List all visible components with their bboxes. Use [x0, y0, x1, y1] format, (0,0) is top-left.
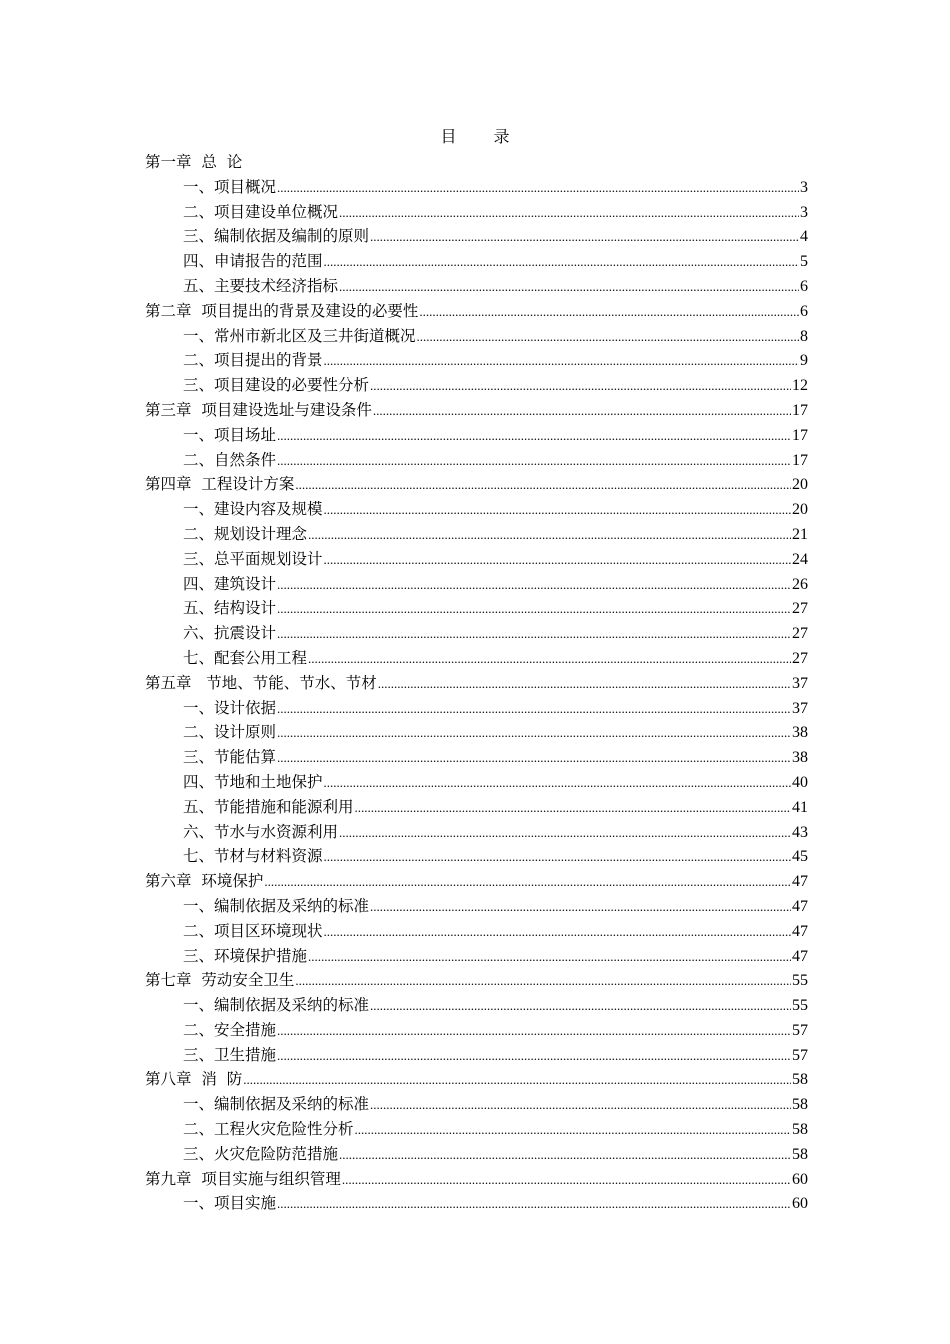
toc-page-number: 17 [792, 451, 808, 469]
toc-dot-leader [277, 622, 791, 647]
toc-dot-leader [370, 374, 791, 399]
toc-section-entry[interactable] [145, 720, 808, 745]
toc-page-number: 58 [792, 1096, 808, 1114]
toc-chapter-entry[interactable] [145, 671, 808, 696]
toc-entry-label: 一、项目场址 [183, 425, 277, 444]
toc-dot-leader [277, 721, 791, 746]
toc-section-entry[interactable] [145, 844, 808, 869]
toc-page-number: 3 [800, 178, 808, 196]
toc-dot-leader [324, 771, 791, 796]
toc-entry-label: 四、节地和土地保护 [183, 772, 323, 791]
toc-dot-leader [324, 250, 799, 275]
toc-entry-label: 二、工程火灾危险性分析 [183, 1120, 354, 1139]
toc-section-entry[interactable] [145, 175, 808, 200]
toc-entry-label: 二、自然条件 [183, 450, 277, 469]
toc-page-number: 27 [792, 625, 808, 643]
toc-entry-label: 第六章 环境保护 [145, 872, 264, 891]
toc-page-number: 6 [800, 302, 808, 320]
toc-page-number: 8 [800, 327, 808, 345]
toc-dot-leader [370, 225, 799, 250]
toc-page-number: 5 [800, 253, 808, 271]
toc-entry-label: 三、卫生措施 [183, 1045, 277, 1064]
toc-dot-leader [277, 573, 791, 598]
toc-section-entry[interactable] [145, 200, 808, 225]
toc-entry-label: 一、常州市新北区及三井街道概况 [183, 326, 416, 345]
toc-entry-label: 一、项目实施 [183, 1194, 277, 1213]
toc-section-entry[interactable] [145, 770, 808, 795]
toc-entry-label: 三、项目建设的必要性分析 [183, 376, 370, 395]
toc-section-entry[interactable] [145, 448, 808, 473]
toc-page-number: 12 [792, 377, 808, 395]
toc-section-entry[interactable] [145, 1018, 808, 1043]
toc-chapter-entry[interactable] [145, 968, 808, 993]
toc-page-number: 41 [792, 798, 808, 816]
toc-dot-leader [339, 821, 791, 846]
toc-entry-label: 二、项目建设单位概况 [183, 202, 339, 221]
toc-entry-label: 四、建筑设计 [183, 574, 277, 593]
toc-entry-label: 一、编制依据及采纳的标准 [183, 996, 370, 1015]
toc-section-entry[interactable] [145, 596, 808, 621]
toc-dot-leader [342, 1168, 791, 1193]
toc-page-number: 47 [792, 873, 808, 891]
toc-section-entry[interactable] [145, 944, 808, 969]
toc-section-entry[interactable] [145, 1043, 808, 1068]
toc-chapter-entry[interactable] [145, 472, 808, 497]
toc-dot-leader [308, 523, 791, 548]
toc-dot-leader [324, 498, 791, 523]
toc-entry-label: 六、节水与水资源利用 [183, 822, 339, 841]
toc-title: 目 录 [440, 127, 526, 146]
toc-page-number: 60 [792, 1195, 808, 1213]
toc-entry-label: 第八章 消 防 [145, 1070, 243, 1089]
toc-page-number: 37 [792, 699, 808, 717]
toc-entry-label: 六、抗震设计 [183, 624, 277, 643]
toc-section-entry[interactable] [145, 423, 808, 448]
toc-section-entry[interactable] [145, 348, 808, 373]
toc-page-number: 55 [792, 972, 808, 990]
toc-entry-label: 一、建设内容及规模 [183, 500, 323, 519]
toc-section-entry[interactable] [145, 324, 808, 349]
toc-section-entry[interactable] [145, 621, 808, 646]
toc-dot-leader [243, 1068, 791, 1093]
toc-dot-leader [324, 349, 799, 374]
toc-section-entry[interactable] [145, 919, 808, 944]
toc-dot-leader [419, 300, 799, 325]
toc-dot-leader [355, 796, 791, 821]
toc-page-number: 45 [792, 848, 808, 866]
toc-section-entry[interactable] [145, 1117, 808, 1142]
toc-page-number: 21 [792, 525, 808, 543]
toc-section-entry[interactable] [145, 547, 808, 572]
toc-page-number: 20 [792, 476, 808, 494]
toc-chapter-entry[interactable] [145, 1167, 808, 1192]
toc-entry-label: 二、规划设计理念 [183, 524, 308, 543]
toc-section-entry[interactable] [145, 993, 808, 1018]
toc-page-number: 55 [792, 997, 808, 1015]
toc-dot-leader [370, 1093, 791, 1118]
toc-page-number: 40 [792, 773, 808, 791]
toc-page-number: 17 [792, 426, 808, 444]
toc-chapter-entry[interactable] [145, 398, 808, 423]
toc-dot-leader [295, 473, 791, 498]
toc-entry-label: 三、环境保护措施 [183, 946, 308, 965]
toc-section-entry[interactable] [145, 1092, 808, 1117]
toc-page-number: 3 [800, 203, 808, 221]
toc-section-entry[interactable] [145, 497, 808, 522]
toc-section-entry[interactable] [145, 274, 808, 299]
toc-entry-label: 第五章 节地、节能、节水、节材 [145, 673, 377, 692]
toc-dot-leader [417, 325, 799, 350]
toc-dot-leader [277, 1019, 791, 1044]
toc-section-entry[interactable] [145, 646, 808, 671]
toc-section-entry[interactable] [145, 894, 808, 919]
toc-page-number: 38 [792, 749, 808, 767]
toc-page-number: 27 [792, 649, 808, 667]
toc-page-number: 58 [792, 1071, 808, 1089]
toc-entry-label: 五、主要技术经济指标 [183, 276, 339, 295]
toc-entry-label: 一、设计依据 [183, 698, 277, 717]
toc-page-number: 20 [792, 501, 808, 519]
toc-entry-label: 第九章 项目实施与组织管理 [145, 1169, 341, 1188]
toc-dot-leader [277, 1192, 791, 1217]
toc-entry-label: 第三章 项目建设选址与建设条件 [145, 400, 372, 419]
toc-section-entry[interactable] [145, 522, 808, 547]
toc-dot-leader [370, 895, 791, 920]
toc-dot-leader [277, 424, 791, 449]
toc-entry-label: 一、编制依据及采纳的标准 [183, 1095, 370, 1114]
toc-page-number: 9 [800, 352, 808, 370]
toc-entry-label: 二、设计原则 [183, 723, 277, 742]
toc-page-number: 38 [792, 724, 808, 742]
toc-entry-label: 第一章 总 论 [145, 153, 243, 171]
toc-section-entry[interactable] [145, 696, 808, 721]
toc-dot-leader [277, 746, 791, 771]
toc-dot-leader [370, 994, 791, 1019]
toc-dot-leader [277, 449, 791, 474]
toc-section-entry[interactable] [145, 1142, 808, 1167]
toc-page-number: 17 [792, 401, 808, 419]
toc-page-number: 58 [792, 1145, 808, 1163]
toc-entry-label: 三、火灾危险防范措施 [183, 1144, 339, 1163]
toc-entry-label: 四、申请报告的范围 [183, 252, 323, 271]
toc-dot-leader [324, 548, 791, 573]
toc-dot-leader [355, 1118, 791, 1143]
toc-chapter-entry[interactable] [145, 150, 808, 175]
toc-page-number: 58 [792, 1121, 808, 1139]
toc-dot-leader [324, 845, 791, 870]
toc-page-number: 6 [800, 277, 808, 295]
toc-entry-label: 第二章 项目提出的背景及建设的必要性 [145, 301, 419, 320]
toc-dot-leader [277, 176, 799, 201]
toc-page-number: 27 [792, 600, 808, 618]
toc-dot-leader [324, 920, 791, 945]
toc-dot-leader [378, 672, 791, 697]
toc-section-entry[interactable] [145, 820, 808, 845]
toc-dot-leader [339, 1143, 791, 1168]
toc-chapter-entry[interactable] [145, 299, 808, 324]
toc-entry-label: 五、结构设计 [183, 599, 277, 618]
toc-entry-label: 二、项目区环境现状 [183, 921, 323, 940]
toc-dot-leader [308, 647, 791, 672]
toc-section-entry[interactable] [145, 1191, 808, 1216]
toc-entry-label: 第七章 劳动安全卫生 [145, 971, 295, 990]
toc-page-number: 37 [792, 674, 808, 692]
toc-entry-label: 三、编制依据及编制的原则 [183, 227, 370, 246]
toc-dot-leader [295, 969, 791, 994]
toc-entry-label: 二、项目提出的背景 [183, 351, 323, 370]
toc-list [145, 150, 808, 1216]
toc-section-entry[interactable] [145, 373, 808, 398]
toc-section-entry[interactable] [145, 224, 808, 249]
toc-page-number: 24 [792, 550, 808, 568]
toc-entry-label: 三、总平面规划设计 [183, 549, 323, 568]
toc-section-entry[interactable] [145, 795, 808, 820]
toc-page-number: 47 [792, 922, 808, 940]
toc-page-number: 4 [800, 228, 808, 246]
toc-page-number: 47 [792, 947, 808, 965]
toc-entry-label: 七、配套公用工程 [183, 648, 308, 667]
toc-page-number: 60 [792, 1170, 808, 1188]
toc-dot-leader [339, 275, 799, 300]
toc-entry-label: 五、节能措施和能源利用 [183, 797, 354, 816]
toc-entry-label: 第四章 工程设计方案 [145, 475, 295, 494]
toc-chapter-entry[interactable] [145, 869, 808, 894]
toc-section-entry[interactable] [145, 249, 808, 274]
toc-page-number: 43 [792, 823, 808, 841]
toc-dot-leader [264, 870, 791, 895]
toc-page-number: 57 [792, 1021, 808, 1039]
toc-dot-leader [339, 201, 799, 226]
toc-section-entry[interactable] [145, 745, 808, 770]
toc-dot-leader [277, 697, 791, 722]
toc-entry-label: 一、编制依据及采纳的标准 [183, 896, 370, 915]
toc-entry-label: 一、项目概况 [183, 177, 277, 196]
toc-dot-leader [308, 945, 791, 970]
toc-section-entry[interactable] [145, 572, 808, 597]
toc-entry-label: 七、节材与材料资源 [183, 847, 323, 866]
toc-entry-label: 三、节能估算 [183, 748, 277, 767]
toc-chapter-entry[interactable] [145, 1067, 808, 1092]
toc-dot-leader [277, 597, 791, 622]
toc-dot-leader [277, 1044, 791, 1069]
toc-entry-label: 二、安全措施 [183, 1020, 277, 1039]
toc-dot-leader [373, 399, 791, 424]
toc-page-number: 26 [792, 575, 808, 593]
toc-page-number: 57 [792, 1046, 808, 1064]
toc-page-number: 47 [792, 897, 808, 915]
